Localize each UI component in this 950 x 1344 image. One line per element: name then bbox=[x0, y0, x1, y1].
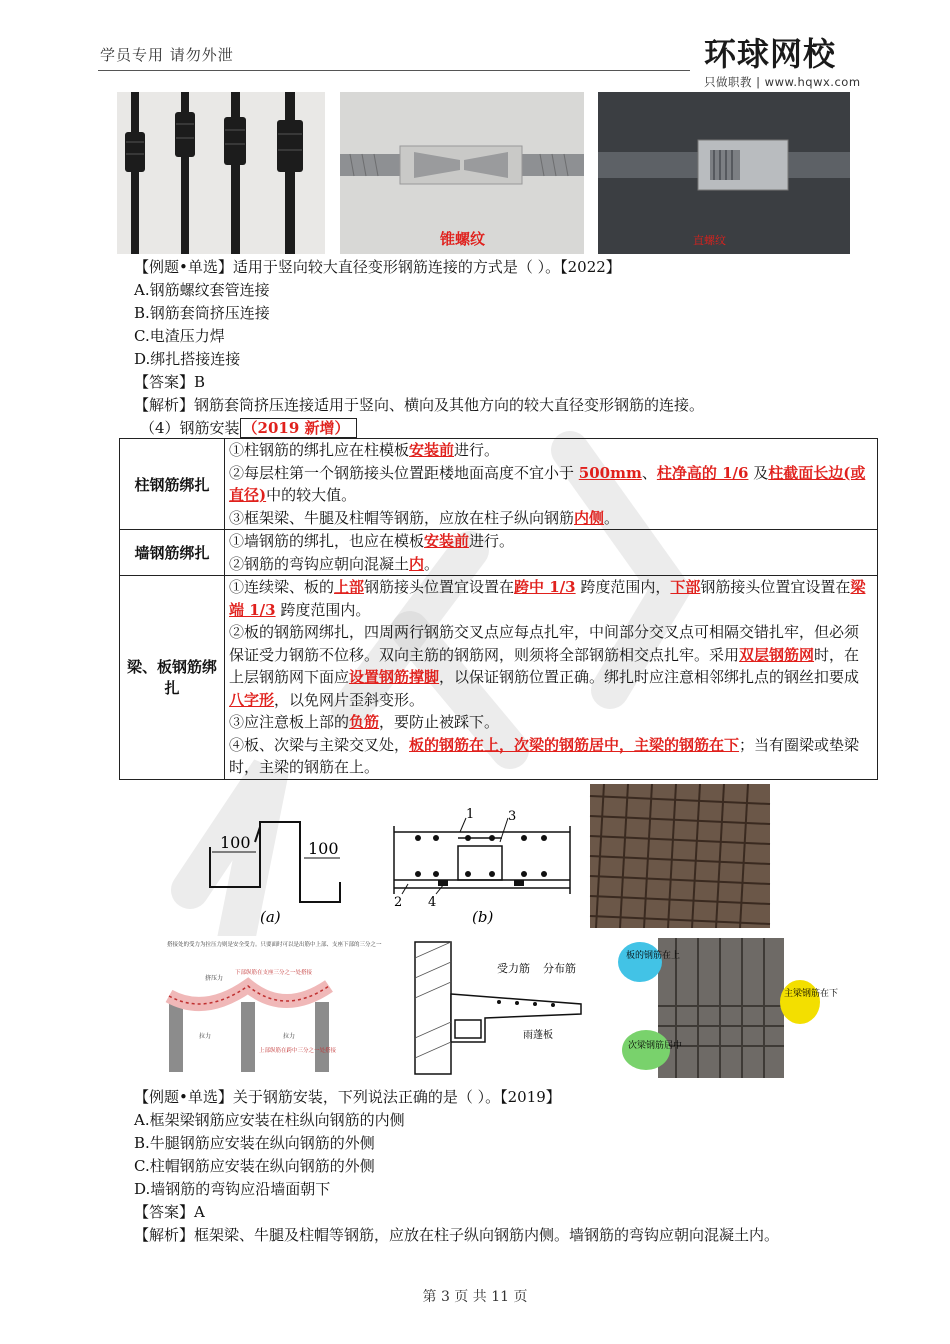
header-confidential-note: 学员专用 请勿外泄 bbox=[100, 46, 234, 64]
diagram-pull-right: 拉力 bbox=[283, 1033, 296, 1040]
header-divider bbox=[98, 70, 690, 71]
brand-logo bbox=[704, 36, 874, 96]
photo-taper-thread bbox=[340, 92, 584, 254]
figure-a-bent-bar bbox=[200, 812, 360, 930]
section-heading bbox=[140, 417, 357, 439]
page-number: 第 3 页 共 11 页 bbox=[422, 1289, 528, 1305]
photo-taper-label: 锥螺纹 bbox=[440, 230, 486, 248]
diagram-bottom-tip: 下部纵筋在支座三分之一处搭接 bbox=[235, 970, 313, 976]
intersection-board-tag: 板的钢筋在上 bbox=[626, 951, 681, 961]
rebar-installation-table bbox=[119, 438, 878, 780]
table-row bbox=[120, 576, 878, 780]
table-row bbox=[120, 530, 878, 576]
intersection-secondary-tag: 次梁钢筋居中 bbox=[628, 1041, 683, 1051]
row-body-column: ①柱钢筋的绑扎应在柱模板安装前进行。 ②每层柱第一个钢筋接头位置距楼地面高度不宜小于 500mm、柱净高的 1/6 及柱截面长边(或直径)中的较大值。 ③框架梁、牛腿及柱帽等钢筋，应放在柱子纵向钢筋内侧。 bbox=[225, 439, 878, 530]
logo-subtitle: 只做职教 | www.hqwx.com bbox=[704, 75, 861, 89]
figure-b-label-1: 1 bbox=[466, 807, 475, 822]
q2-answer: 【答案】A bbox=[134, 1203, 205, 1221]
figure-b-label-4: 4 bbox=[428, 895, 437, 910]
diagram-midspan-tip: 上部纵筋在跨中三分之一处搭接 bbox=[259, 1048, 337, 1054]
section-title: （4）钢筋安装 bbox=[140, 419, 240, 437]
figure-a-dim-right: 100 bbox=[308, 839, 339, 858]
photo-rebar-mesh bbox=[590, 784, 770, 928]
diagram-press-label: 挤压力 bbox=[205, 975, 224, 982]
diagram-canopy-label: 雨蓬板 bbox=[523, 1030, 553, 1041]
q2-option-c: C.柱帽钢筋应安装在纵向钢筋的外侧 bbox=[134, 1157, 375, 1175]
diagram-canopy-slab bbox=[405, 938, 589, 1078]
diagram-distribution-label: 分布筋 bbox=[543, 962, 576, 975]
q1-stem: 【例题•单选】适用于竖向较大直径变形钢筋连接的方式是（ ）。【2022】 bbox=[134, 258, 621, 276]
logo-title: 环球网校 bbox=[704, 35, 837, 73]
q1-option-a: A.钢筋螺纹套管连接 bbox=[134, 281, 270, 299]
figure-a-caption: (a) bbox=[260, 908, 281, 926]
diagram-note: 搭接处的受力为拉压力则是安全受力。只要面时可以是出筋中上部、支座下部的三分之一 bbox=[167, 942, 382, 948]
row-body-beam-slab: ①连续梁、板的上部钢筋接头位置宜设置在跨中 1/3 跨度范围内，下部钢筋接头位置宜设置在梁端 1/3 跨度范围内。 ②板的钢筋网绑扎，四周两行钢筋交叉点应每点扎牢，中间部分交叉点可相隔交错扎牢，但必须保证受力钢筋不位移。双向主筋的钢筋网，则须将全部钢筋相交点扎牢。采用双层钢筋网时，在上层钢筋网下面应设置钢筋撑脚，以保证钢筋位置正确。绑扎时应注意相邻绑扎点的钢丝扣要成八字形，以免网片歪斜变形。 ③应注意板上部的负筋，要防止被踩下。 ④板、次梁与主梁交叉处，板的钢筋在上，次梁的钢筋居中，主梁的钢筋在下；当有圈梁或垫梁时，主梁的钢筋在上。 bbox=[225, 576, 878, 780]
row-body-wall: ①墙钢筋的绑扎，也应在模板安装前进行。 ②钢筋的弯钩应朝向混凝土内。 bbox=[225, 530, 878, 576]
q1-analysis: 【解析】钢筋套筒挤压连接适用于竖向、横向及其他方向的较大直径变形钢筋的连接。 bbox=[134, 396, 705, 414]
q2-option-a: A.框架梁钢筋应安装在柱纵向钢筋的内侧 bbox=[134, 1111, 405, 1129]
diagram-pull-left: 拉力 bbox=[199, 1033, 212, 1040]
q2-option-b: B.牛腿钢筋应安装在纵向钢筋的外侧 bbox=[134, 1134, 375, 1152]
figure-b-label-3: 3 bbox=[508, 809, 517, 824]
photo-sleeve-connectors bbox=[117, 92, 325, 254]
table-row bbox=[120, 439, 878, 530]
q1-answer: 【答案】B bbox=[134, 373, 206, 391]
photo-straight-thread bbox=[598, 92, 850, 254]
q1-option-c: C.电渣压力焊 bbox=[134, 327, 225, 345]
q1-option-b: B.钢筋套筒挤压连接 bbox=[134, 304, 270, 322]
figure-a-dim-left: 100 bbox=[220, 833, 251, 852]
q2-stem: 【例题•单选】关于钢筋安装，下列说法正确的是（ ）。【2019】 bbox=[134, 1088, 561, 1106]
intersection-main-tag: 主梁钢筋在下 bbox=[784, 989, 839, 999]
section-new-tag: （2019 新增） bbox=[240, 418, 357, 438]
figure-b-label-2: 2 bbox=[394, 895, 403, 910]
diagram-negative-rebar bbox=[165, 936, 382, 1076]
diagram-main-bar-label: 受力筋 bbox=[497, 962, 530, 975]
photo-intersection bbox=[616, 936, 839, 1080]
figure-b-caption: (b) bbox=[472, 908, 494, 926]
figure-b-beam-section bbox=[388, 807, 576, 930]
row-head-wall: 墙钢筋绑扎 bbox=[120, 530, 225, 576]
q2-option-d: D.墙钢筋的弯钩应沿墙面朝下 bbox=[134, 1180, 331, 1198]
photo-straight-label: 直螺纹 bbox=[693, 234, 726, 247]
q2-analysis: 【解析】框架梁、牛腿及柱帽等钢筋，应放在柱子纵向钢筋内侧。墙钢筋的弯钩应朝向混凝土内。 bbox=[134, 1226, 780, 1244]
row-head-column: 柱钢筋绑扎 bbox=[120, 439, 225, 530]
row-head-beam-slab: 梁、板钢筋绑扎 bbox=[120, 576, 225, 780]
q1-option-d: D.绑扎搭接连接 bbox=[134, 350, 241, 368]
